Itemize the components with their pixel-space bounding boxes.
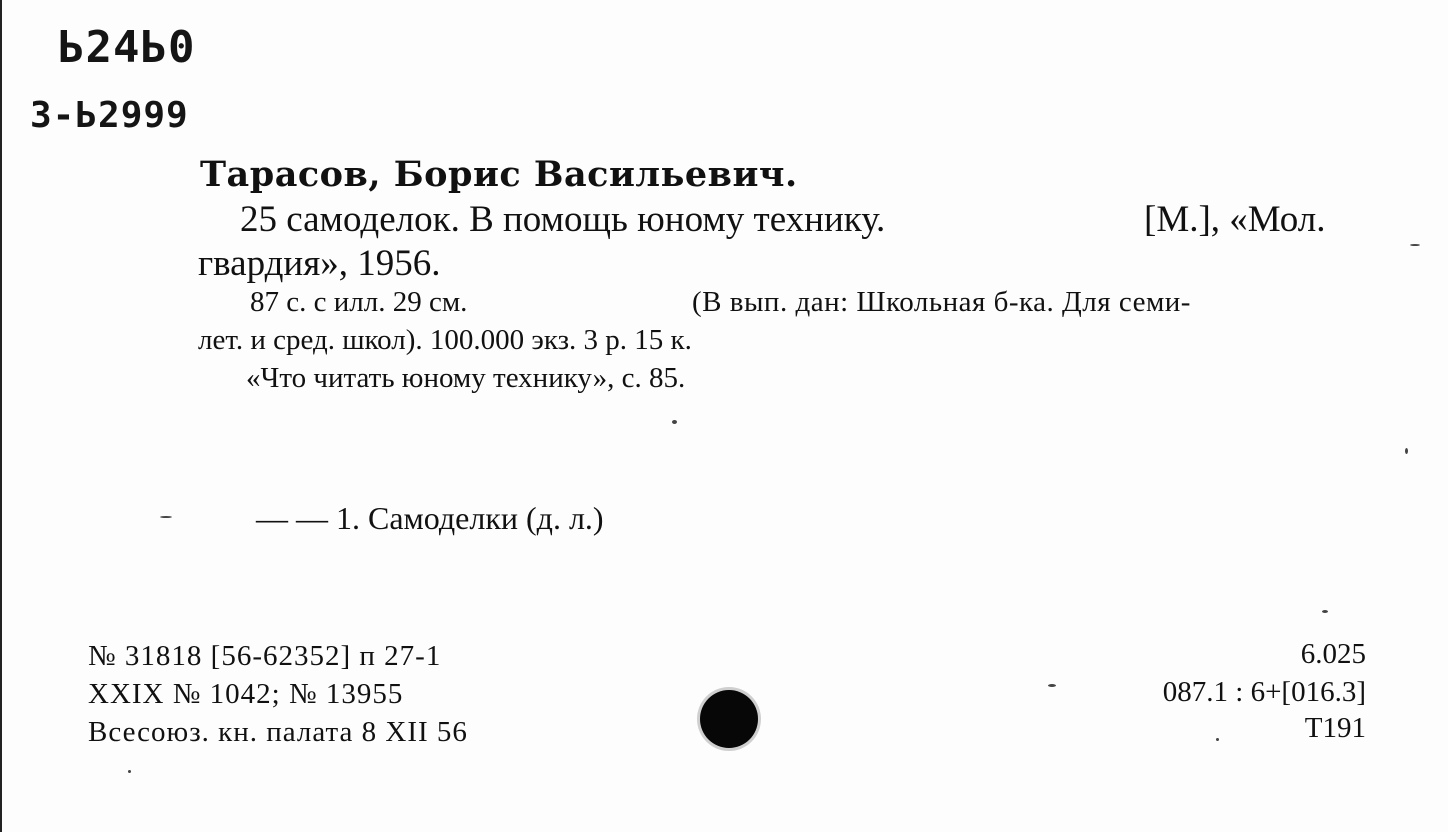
dust-speck — [1048, 684, 1056, 687]
card-left-edge — [0, 0, 2, 832]
classification-code-2: 087.1 : 6+[016.3] — [1162, 676, 1366, 708]
title-line-2: гвардия», 1956. — [198, 243, 441, 284]
chamber-imprint: Всесоюз. кн. палата 8 XII 56 — [88, 716, 468, 748]
author-heading: Тарасов, Борис Васильевич. — [200, 154, 798, 195]
volume-number: XXIX № 1042; № 13955 — [88, 678, 404, 710]
dust-speck — [1322, 610, 1328, 613]
physical-description-1: 87 с. с илл. 29 см. — [250, 286, 468, 318]
subject-heading: — — 1. Самоделки (д. л.) — [256, 500, 604, 536]
handwritten-inventory-number: 3-Ь2999 — [30, 95, 189, 136]
dust-speck — [160, 516, 172, 518]
bibliographic-note: «Что читать юному технику», с. 85. — [246, 362, 686, 394]
registration-number: № 31818 [56-62352] п 27-1 — [88, 640, 442, 672]
author-mark: Т191 — [1304, 712, 1366, 744]
dust-speck — [1216, 738, 1219, 741]
handwritten-call-number: Ь24Ь0 — [58, 22, 196, 73]
dust-speck — [672, 420, 677, 424]
physical-description-2: лет. и сред. школ). 100.000 экз. 3 р. 15 к. — [198, 324, 692, 356]
title-line-1: 25 самоделок. В помощь юному технику. — [240, 199, 886, 240]
imprint-publisher: [М.], «Мол. — [1144, 199, 1326, 240]
dust-speck — [128, 770, 131, 773]
dust-speck — [1405, 448, 1408, 454]
classification-code-1: 6.025 — [1300, 638, 1366, 670]
punch-hole — [700, 690, 758, 748]
series-note: (В вып. дан: Школьная б-ка. Для семи- — [692, 286, 1191, 318]
dust-speck — [1410, 244, 1420, 246]
